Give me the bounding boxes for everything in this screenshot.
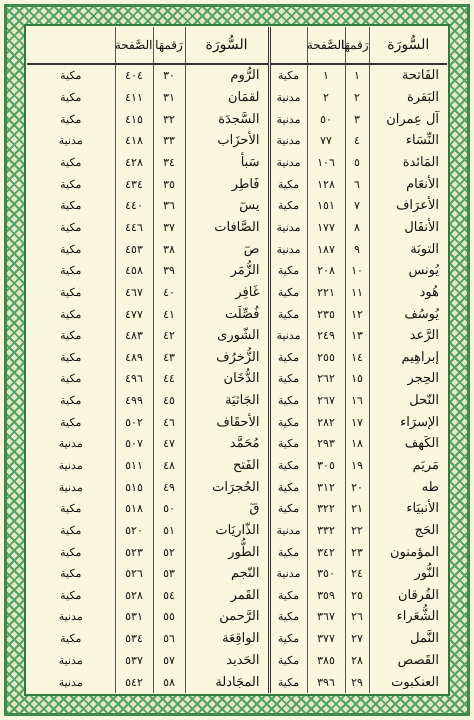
header-page-left: الصَّفحة [115,27,153,64]
surah-page-right: ١٨٧ [307,238,345,260]
surah-type-right: مكية [269,606,307,628]
surah-type-right: مكية [269,303,307,325]
surah-order-right: ٢٥ [345,585,369,607]
surah-page-right: ٣٠٥ [307,455,345,477]
surah-name-left: الطُّور [185,541,269,563]
surah-page-right: ٣٨٥ [307,649,345,671]
surah-order-right: ٨ [345,217,369,239]
surah-order-left: ٥٠ [153,498,185,520]
surah-type-right: مدنية [269,152,307,174]
surah-type-left: مكية [60,156,82,170]
surah-type-right: مكية [269,628,307,650]
surah-name-left: غَافِر [185,282,269,304]
table-row [27,152,447,174]
table-row [27,628,447,650]
surah-type-left: مكية [60,220,82,234]
surah-name-left: قٓ [185,498,269,520]
surah-name-left: الزُّمَر [185,260,269,282]
surah-type-left: مكية [60,394,82,408]
table-row [27,563,447,585]
surah-type-right: مدنية [269,108,307,130]
surah-page-left: ٤٨٩ [115,346,153,368]
surah-page-left: ٥٢٦ [115,563,153,585]
surah-name-left: الدُّخَان [185,368,269,390]
table-row [27,346,447,368]
surah-name-left: سَبأ [185,152,269,174]
surah-name-left: الأحزَاب [185,130,269,152]
surah-order-right: ٧ [345,195,369,217]
surah-name-right: النَّمل [369,628,447,650]
surah-page-right: ٣٣٢ [307,520,345,542]
surah-type-left: مكية [60,502,82,516]
surah-type-left: مكية [60,264,82,278]
surah-page-left: ٤١٨ [115,130,153,152]
surah-name-right: الأنعَام [369,173,447,195]
surah-index-table [27,27,447,693]
surah-page-right: ٢٤٩ [307,325,345,347]
surah-type-left: مكية [60,177,82,191]
surah-page-left: ٥٣٧ [115,649,153,671]
surah-name-right: النُّور [369,563,447,585]
surah-type-left: مكية [60,69,82,83]
surah-name-right: يُونس [369,260,447,282]
surah-name-right: النِّسَاء [369,130,447,152]
header-type-left [27,27,115,64]
header-surah-right: السُّورَة [369,27,447,64]
surah-page-left: ٤٥٨ [115,260,153,282]
surah-order-left: ٣٣ [153,130,185,152]
table-row [27,520,447,542]
surah-page-left: ٤٦٧ [115,282,153,304]
surah-page-right: ٣٩٦ [307,671,345,693]
surah-page-right: ٢ [307,87,345,109]
table-row [27,498,447,520]
surah-order-right: ٢٣ [345,541,369,563]
surah-type-left: مدنية [58,675,83,689]
surah-name-left: الأحقَاف [185,411,269,433]
surah-order-left: ٤٩ [153,476,185,498]
surah-order-left: ٥٢ [153,541,185,563]
surah-type-left: مكية [60,372,82,386]
surah-type-right: مدنية [269,238,307,260]
table-row [27,217,447,239]
surah-type-left: مدنية [58,437,83,451]
header-surah-left: السُّورَة [185,27,269,64]
surah-order-left: ٥١ [153,520,185,542]
surah-page-left: ٤٥٣ [115,238,153,260]
surah-order-left: ٤٧ [153,433,185,455]
surah-type-right: مكية [269,390,307,412]
surah-name-right: الشُّعَراء [369,606,447,628]
surah-name-left: صٓ [185,238,269,260]
surah-page-left: ٥٣٤ [115,628,153,650]
surah-page-left: ٤١١ [115,87,153,109]
surah-type-left: مدنية [58,134,83,148]
surah-type-left: مكية [60,307,82,321]
surah-name-left: الرَّحمن [185,606,269,628]
surah-page-left: ٥١٨ [115,498,153,520]
surah-order-right: ٢٧ [345,628,369,650]
surah-name-left: الصَّافات [185,217,269,239]
surah-order-left: ٤٨ [153,455,185,477]
surah-order-right: ٣ [345,108,369,130]
surah-page-right: ١ [307,64,345,87]
surah-page-left: ٥٠٢ [115,411,153,433]
surah-type-right: مكية [269,476,307,498]
table-row [27,411,447,433]
surah-name-left: المجَادلة [185,671,269,693]
surah-type-right: مكية [269,411,307,433]
surah-name-right: الكَهف [369,433,447,455]
surah-order-right: ٢ [345,87,369,109]
header-page-right: الصَّفحة [307,27,345,64]
surah-order-left: ٣٦ [153,195,185,217]
surah-type-left: مكية [60,91,82,105]
surah-name-left: الرُّوم [185,64,269,87]
surah-page-right: ٢٢١ [307,282,345,304]
surah-order-left: ٤٦ [153,411,185,433]
surah-name-left: الحَديد [185,649,269,671]
surah-order-right: ٢١ [345,498,369,520]
table-row [27,130,447,152]
surah-page-right: ٣٢٢ [307,498,345,520]
table-row [27,260,447,282]
surah-page-right: ٢٦٧ [307,390,345,412]
surah-type-right: مدنية [269,520,307,542]
surah-page-right: ٣٥٩ [307,585,345,607]
surah-page-left: ٥٢٣ [115,541,153,563]
surah-order-right: ٢٢ [345,520,369,542]
surah-type-right: مكية [269,368,307,390]
surah-page-left: ٤١٥ [115,108,153,130]
surah-order-right: ٤ [345,130,369,152]
table-row [27,173,447,195]
surah-name-left: يسٓ [185,195,269,217]
header-order-left: رَقمهَا [153,27,185,64]
header-type-right [269,27,307,64]
surah-page-right: ٢٠٨ [307,260,345,282]
surah-type-left: مكية [60,199,82,213]
surah-order-left: ٣٨ [153,238,185,260]
surah-page-right: ٣٤٢ [307,541,345,563]
table-row [27,455,447,477]
surah-order-left: ٥٨ [153,671,185,693]
surah-name-right: المؤمنون [369,541,447,563]
surah-name-right: الحِجر [369,368,447,390]
surah-order-right: ٢٩ [345,671,369,693]
surah-type-right: مدنية [269,87,307,109]
table-row [27,238,447,260]
surah-name-right: الأنبيَاء [369,498,447,520]
surah-name-right: آل عِمران [369,108,447,130]
header-order-right: رَقمهَا [345,27,369,64]
surah-page-left: ٥١١ [115,455,153,477]
surah-page-right: ٣٥٠ [307,563,345,585]
surah-name-left: النّجم [185,563,269,585]
surah-page-right: ١٠٦ [307,152,345,174]
surah-name-right: مَريَم [369,455,447,477]
table-row [27,303,447,325]
surah-name-right: إبراهِيم [369,346,447,368]
table-row [27,64,447,87]
surah-name-right: العنكبوت [369,671,447,693]
surah-order-left: ٥٤ [153,585,185,607]
surah-type-right: مكية [269,455,307,477]
table-row [27,390,447,412]
surah-name-right: يُوسُف [369,303,447,325]
surah-order-left: ٥٧ [153,649,185,671]
table-row [27,476,447,498]
surah-type-right: مكية [269,346,307,368]
surah-page-left: ٤٠٤ [115,64,153,87]
table-row [27,195,447,217]
surah-order-right: ١٤ [345,346,369,368]
surah-name-left: الزُّخرُف [185,346,269,368]
surah-order-left: ٣٥ [153,173,185,195]
surah-type-left: مدنية [58,610,83,624]
surah-type-right: مدنية [269,130,307,152]
surah-name-right: القَصص [369,649,447,671]
surah-page-right: ٢٣٥ [307,303,345,325]
surah-type-right: مكية [269,585,307,607]
surah-order-right: ١٥ [345,368,369,390]
surah-type-left: مكية [60,632,82,646]
surah-order-right: ١٠ [345,260,369,282]
surah-name-right: الحَج [369,520,447,542]
surah-name-left: مُحَمَّد [185,433,269,455]
surah-type-right: مكية [269,433,307,455]
surah-type-right: مكية [269,260,307,282]
surah-order-left: ٤٠ [153,282,185,304]
table-row [27,368,447,390]
surah-type-right: مكية [269,671,307,693]
table-row [27,541,447,563]
surah-order-right: ٦ [345,173,369,195]
surah-page-right: ٢٨٢ [307,411,345,433]
surah-page-left: ٥٤٢ [115,671,153,693]
surah-type-right: مكية [269,64,307,87]
surah-type-right: مدنية [269,217,307,239]
surah-type-left: مدنية [58,480,83,494]
surah-type-right: مكية [269,541,307,563]
table-row [27,282,447,304]
surah-name-left: الجَاثيَة [185,390,269,412]
surah-name-right: التوبَة [369,238,447,260]
surah-order-left: ٣٩ [153,260,185,282]
surah-name-left: الفَتح [185,455,269,477]
surah-type-left: مكية [60,545,82,559]
surah-type-left: مكية [60,329,82,343]
surah-name-right: الإسرَاء [369,411,447,433]
surah-name-right: النّحل [369,390,447,412]
surah-page-right: ٥٠ [307,108,345,130]
surah-name-left: لقمَان [185,87,269,109]
surah-page-left: ٤٤٠ [115,195,153,217]
surah-name-left: السَّجدَة [185,108,269,130]
surah-order-right: ٢٠ [345,476,369,498]
surah-order-left: ٣٧ [153,217,185,239]
surah-name-right: الفَاتحة [369,64,447,87]
surah-order-left: ٤٥ [153,390,185,412]
surah-order-right: ١٧ [345,411,369,433]
table-row [27,87,447,109]
surah-order-left: ٤٤ [153,368,185,390]
table-row [27,649,447,671]
surah-page-right: ٢٥٥ [307,346,345,368]
table-row [27,325,447,347]
surah-name-right: هُود [369,282,447,304]
surah-order-right: ١٣ [345,325,369,347]
surah-name-left: القَمر [185,585,269,607]
surah-page-left: ٤٧٧ [115,303,153,325]
surah-name-right: الأعرَاف [369,195,447,217]
surah-name-right: المَائدة [369,152,447,174]
table-body [27,64,447,693]
table-row [27,433,447,455]
surah-page-left: ٥٠٧ [115,433,153,455]
surah-order-left: ٣٤ [153,152,185,174]
surah-page-left: ٤٨٣ [115,325,153,347]
surah-order-right: ٥ [345,152,369,174]
surah-type-left: مكية [60,415,82,429]
surah-page-right: ٢٩٣ [307,433,345,455]
surah-order-left: ٣٠ [153,64,185,87]
surah-name-right: طه [369,476,447,498]
table-row [27,108,447,130]
surah-page-right: ١٢٨ [307,173,345,195]
surah-page-left: ٥١٥ [115,476,153,498]
surah-order-right: ٢٤ [345,563,369,585]
surah-order-left: ٥٦ [153,628,185,650]
surah-type-left: مكية [60,523,82,537]
surah-name-left: الشّورى [185,325,269,347]
surah-type-right: مكية [269,173,307,195]
surah-order-right: ١١ [345,282,369,304]
surah-name-right: الأنفَال [369,217,447,239]
surah-type-left: مكية [60,588,82,602]
surah-order-left: ٤١ [153,303,185,325]
surah-order-left: ٤٢ [153,325,185,347]
surah-order-left: ٤٣ [153,346,185,368]
surah-page-left: ٤٢٨ [115,152,153,174]
surah-type-left: مكية [60,112,82,126]
surah-name-left: الذّاريَات [185,520,269,542]
surah-order-right: ١٢ [345,303,369,325]
surah-type-right: مكية [269,498,307,520]
surah-order-left: ٣١ [153,87,185,109]
surah-order-right: ١٦ [345,390,369,412]
surah-page-left: ٤٩٩ [115,390,153,412]
surah-type-right: مكية [269,282,307,304]
table-header-row [27,27,447,64]
surah-page-right: ٢٦٢ [307,368,345,390]
surah-page-right: ٣٧٧ [307,628,345,650]
surah-name-right: الرَّعد [369,325,447,347]
surah-page-left: ٤٩٦ [115,368,153,390]
surah-name-left: فَاطِر [185,173,269,195]
surah-order-left: ٥٣ [153,563,185,585]
surah-name-left: فُصِّلَت [185,303,269,325]
surah-page-left: ٤٤٦ [115,217,153,239]
surah-order-left: ٣٢ [153,108,185,130]
surah-name-left: الواقِعَة [185,628,269,650]
surah-type-right: مدنية [269,325,307,347]
surah-name-right: الفُرقان [369,585,447,607]
surah-order-right: ١٩ [345,455,369,477]
surah-order-right: ٢٨ [345,649,369,671]
surah-order-left: ٥٥ [153,606,185,628]
surah-page-right: ٣٦٧ [307,606,345,628]
table-row [27,606,447,628]
surah-order-right: ٩ [345,238,369,260]
surah-name-left: الحُجرَات [185,476,269,498]
surah-page-left: ٥٢٠ [115,520,153,542]
surah-page-right: ٧٧ [307,130,345,152]
table-row [27,585,447,607]
surah-order-right: ١٨ [345,433,369,455]
table-row [27,671,447,693]
surah-type-left: مكية [60,285,82,299]
surah-page-right: ١٥١ [307,195,345,217]
surah-type-right: مكية [269,649,307,671]
surah-type-right: مكية [269,195,307,217]
surah-type-left: مكية [60,242,82,256]
surah-page-left: ٥٢٨ [115,585,153,607]
surah-type-left: مكية [60,350,82,364]
surah-name-right: البَقرة [369,87,447,109]
surah-page-left: ٥٣١ [115,606,153,628]
surah-order-right: ٢٦ [345,606,369,628]
surah-type-left: مدنية [58,653,83,667]
surah-page-left: ٤٣٤ [115,173,153,195]
surah-page-right: ٣١٢ [307,476,345,498]
surah-type-right: مدنية [269,563,307,585]
surah-type-left: مكية [60,567,82,581]
surah-order-right: ١ [345,64,369,87]
surah-page-right: ١٧٧ [307,217,345,239]
surah-type-left: مدنية [58,458,83,472]
